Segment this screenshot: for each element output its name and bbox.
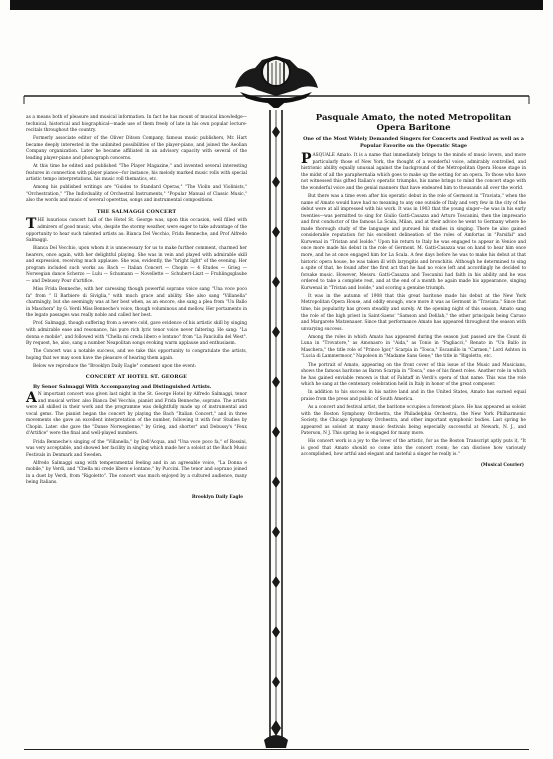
drop-cap: T <box>26 216 37 233</box>
amato-paragraph: Among the roles in which Amato has appeared during the season just passed are the Count di Luna in "Trovatore," as Amonasro in "Aida," as Tonio in "Pagliacci," Renato in "Un Ballo in Maschera," the title role of "Prince Igor," Scarpia in "Tosca," Escamillo in "Carmen," Lord Ashton in "Lucia di Lammermoor," Napoleon in "Madame Sans Gene," the title in "Rigoletto, etc. <box>301 334 526 360</box>
column-divider-ornament <box>264 108 288 748</box>
drop-cap: A <box>26 390 37 407</box>
eagle-paragraph: A N important concert was given last night in the St. George Hotel by Alfredo Salmaggi, tenor and musical writer. also Bianca Del Vecchio, pianist and Frida Benneche, soprano. The artists were all skilled in their work and the programme was delightfully made up of instrumental and vocal gems. The pianist began the concert by playing the Bach "Italian Concert," and in three movements she gave an excellent interpretation of the number, following it with four Studies by Chopin. Later. she gave the "Danse Norwegienne," by Grieg, and shorter" and Debussy's "Feux d'Artifice" were the final and well-played numbers. <box>26 390 247 437</box>
article-headline: Pasquale Amato, the noted Metropolitan Opera Baritone <box>315 113 512 133</box>
amato-paragraph: In addition to his success in his native land and in the United States, Amato has earned equal praise from the press and public of South America. <box>301 390 526 402</box>
musical-courier-credit: (Musical Courier) <box>480 462 524 468</box>
amato-paragraph: PASQUALE Amato. It is a name that immediately brings to the minds of music lovers, and more particularly those of New York, the thought of a wonderful voice, admirably controlled, and histrionic ability equally unusual against the background of the Metropolitan Opera House stage in the midst of all the paraphernalia which goes to make up the setting for an opera. To those who have not witnessed this gifted Italian's operatic triumphs, his name brings to mind the concert stage with the wonderful voice and the genial manners that have endeared him to thousands all over the world. <box>301 151 526 191</box>
amato-paragraph: His concert work is a joy to the lover of the artistic, for as the Boston Transcript aptly puts it, "It is good that Amato should so come into the concert room; he can disclose how variously accomplished, how artful and elegant and tasteful a singer he really is." <box>301 439 526 458</box>
eagle-paragraph: Frida Benneche's singing of the "Villanella," by Dell'Acqua, and "Una voce poco fa," of Rossini, was very acceptable, and showed her facility in singing which made her a soloist at the Bach Music Festivals in Denmark and Sweden. <box>26 439 247 458</box>
salmaggi-paragraph: Below we reproduce the "Brooklyn Daily Eagle" comment upon the event: <box>33 363 197 369</box>
amato-paragraph: As a concert and festival artist, the baritone occupies a foremost place. He has appeared as soloist with the Boston Symphony Orchestra, the Philadelphia Orchestra, the New York Philharmonic Society, the Chicago Symphony Orchestra, and other important symphonic bodies. Last spring he appeared as soloist at many music festivals being especially successful at Newark, N. J., and Paterson, N J. This spring he is engaged for many more. <box>301 404 527 437</box>
salmaggi-paragraph: The Concert was a notable success, and we take this opportunity to congratulate the artists, hoping that we may soon have the pleasure of hearing them again. <box>26 349 247 361</box>
intro-paragraph: Formerly associate editor of the Oliver Ditson Company, famous music publishers, Mr. Hart became deeply interested in the unlimited possibilities of the player-piano, and joined the Aeolian Company organization. Later he became affiliated in an advisory capacity with several of the leading player-piano and phonograph concerns. <box>26 136 247 161</box>
bottom-rule <box>24 749 529 750</box>
drop-cap: P <box>301 151 312 168</box>
hotel-concert-heading: CONCERT AT HOTEL ST. GEORGE <box>85 374 188 381</box>
left-column <box>26 115 247 502</box>
eagle-paragraph: Alfredo Salmaggi sang with temperamental feeling and in an agreeable voice, "La Donna e mobile," by Verdi, and "Chella mi crede libero e lontano," by Puccini. The tenor and soprano joined in a duet by Verdi, from "Rigoletto". The concert was much enjoyed by a cultured audience, many being Italians. <box>26 460 247 486</box>
article-deck: One of the Most Widely Demanded Singers for Concerts and Festival as well as a Popular Favorite on the Operatic Stage <box>303 136 524 149</box>
amato-paragraph: It was in the autumn of 1908 that this great baritone made his debut at the New York Metropolitan Opera House, and oddly enough, once more it was as Germont in "Traviata." Since that time, his popularity has grown steadily and surely. At the opening night of this season, Amato sang the role of the high priest in Saint-Saens' "Samson and Delilah," the other principals being Caruso and Margarete Matzenauer. Since that performance Amato has appeared throughout the season with unvarying success. <box>301 293 526 332</box>
lyre-emblem-icon <box>235 56 318 110</box>
salmaggi-paragraph: THE luxurious concert hall of the Hotel St. George was, upon this occasion, well filled with admirers of good music, who, despite the stormy weather, were eager to take advantage of the opportunity to hear such talented artists as: Bianca Del Vecchio, Frida Benneche, and Prof Alfredo Salmaggi. <box>26 216 247 244</box>
salmaggi-paragraph: Bianca Del Vecchio, upon whom it is unnecessary for us to make further comment, charmed her hearers, once again, with her delightful playing. She was in vein and played with admirable skill and expression, receiving much applause. She was, evidently, the "bright light" of the evening. Her program included such works as: Bach — Italian Concert — Chopin — 4 Etudes — Grieg — Norwegian dance Scherzo — Lulu — Schumann — Novellette — Schubert-Liszt — Fruhlingsglaube — and Debussy Pour d'artifice. <box>26 246 247 284</box>
amato-paragraph: But there was a time even after his operatic debut in the role of Germont in "Traviata," when the name of Amato would have had no meaning to any one outside of Italy and very few in the city of the debut were at all impressed with his work. It was in 1903 that the young singer—he was in his early twenties—was permitted to sing for Giulio Gatti-Casazza and Arturo Toscanini, then the impresario and first conductor of the famous La Scala, Milan, and at their advice he went to Germany where he made thorough study of the language and pursued his studies in singing. There he also gained considerable reputation for his excellent delineation of the roles of Amfortas in "Parsifal" and Kurwenal in "Tristan and Isolde." Upon his return to Italy he was engaged to appear in Venice and once more made his debut in the role of Germont. M. Gatti-Casazza was on hand to hear him once more, and he at once engaged him for La Scala. A few days before he was to make his debut at that historic opera house, he was taken ill with laryngitis and bronchitis. Although he determined to sing a spite of that, he found after the first act that he had no voice left and accordingly he decided to forsake music. However, Messrs. Gatti-Casazza and Toscanini had faith in his ability and he was ordered to take a complete rest, and at the end of a month he again made his appearance, singing Kurwenal in "Tristan and Isolde," and scoring a genuine triumph. <box>301 194 526 291</box>
right-column <box>301 111 526 470</box>
intro-paragraph: At this time he edited and published "The Player Magazine," and invented several interesting features in connection with player pianos—for instance, his melody marked music rolls with special artistic tempo interpretations. his music roll thematics, etc. <box>26 164 247 183</box>
intro-paragraph: Among his published writings are "Guides to Standard Operas," "The Violin and Violinists," "Orchestration," "The Indivduality of Orchestral Instruments," "Popular Manual of Classic Music," also the words and music of several operettas, songs and instrumental compositions. <box>26 185 247 204</box>
eagle-source-credit: Brooklyn Daily Eagle <box>191 494 243 500</box>
article-byline: By Senor Salmaggi With Accompanying and Distinguished Artists. <box>33 383 212 390</box>
salmaggi-concert-heading: THE SALMAGGI CONCERT <box>96 208 177 215</box>
intro-paragraph: as a means both of pleasure and musical information. In fact he has mount of musical knowledge—technical, historical and biographical—made use of them freely of late in his own popular lecture-recitals throughout the country. <box>26 115 247 134</box>
salmaggi-paragraph: Prof. Salmaggi, though suffering from a severe cold, gave evidence of his artistic skill by singing with admirable ease and resonance, his pure rich lyric tenor voice never faltering. He sang: "La donna e mobile", and followed with "Chella mi creda libero e lontano" from "La Fanciulla del West". By request, he, also, sang a number Neapolitan songs evoking warm applause and enthusiasm. <box>26 321 247 347</box>
amato-paragraph: The portrait of Amato, appearing on the front cover of this issue of the Music and Musicians, shows the famous baritone as Baron Scarpia in "Tosca," one of his finest roles. Another role in which he has gained enviable renown is that of Falstaff in Verdi's opera of that name. This was the role which he sang at the centenary celebration held in Italy in honor of the great composer. <box>301 362 526 388</box>
salmaggi-paragraph: Miss Frida Benneche, with her caressing though powerful soprano voice sang "Una voce poco fa" from " Il Barbiere di Siviglia," with much grace and ability. She also sang "Villanella" charmingly, but she seemingly was at her best when, as an encore, she sang a plea from "Un Ballo in Maschera" by G. Verdi Miss Benneche's voice, though voluminous and mellow, Her portamento in the legato passages was really noble and called her best. <box>26 287 247 319</box>
